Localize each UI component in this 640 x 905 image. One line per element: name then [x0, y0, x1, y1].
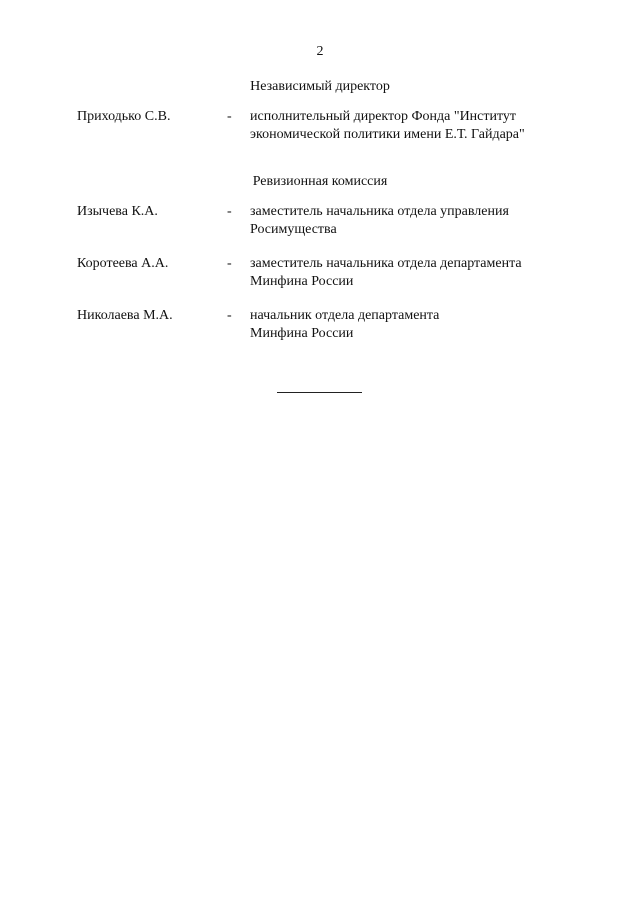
dash-separator: - [227, 308, 232, 323]
person-position [250, 307, 580, 343]
person-position [250, 203, 580, 239]
position-line: Росимущества [250, 222, 337, 237]
position-line: экономической политики имени Е.Т. Гайдара" [250, 127, 525, 142]
dash-separator: - [227, 204, 232, 219]
person-name: Николаева М.А. [77, 308, 173, 323]
dash-separator: - [227, 256, 232, 271]
position-line: исполнительный директор Фонда "Институт [250, 109, 517, 124]
position-line: заместитель начальника отдела департамента [250, 256, 522, 271]
end-of-document-rule [277, 392, 362, 393]
person-name: Коротеева А.А. [77, 256, 169, 271]
position-line: начальник отдела департамента [250, 308, 440, 323]
page-number: 2 [316, 44, 324, 59]
position-line: заместитель начальника отдела управления [250, 204, 509, 219]
position-line: Минфина России [250, 326, 354, 341]
dash-separator: - [227, 109, 232, 124]
position-line: Минфина России [250, 274, 354, 289]
person-name: Приходько С.В. [77, 109, 171, 124]
person-position [250, 255, 580, 291]
person-position [250, 108, 580, 144]
section-heading-audit-commission: Ревизионная комиссия [252, 174, 388, 189]
section-heading-independent-director: Независимый директор [250, 79, 390, 94]
person-name: Изычева К.А. [77, 204, 158, 219]
